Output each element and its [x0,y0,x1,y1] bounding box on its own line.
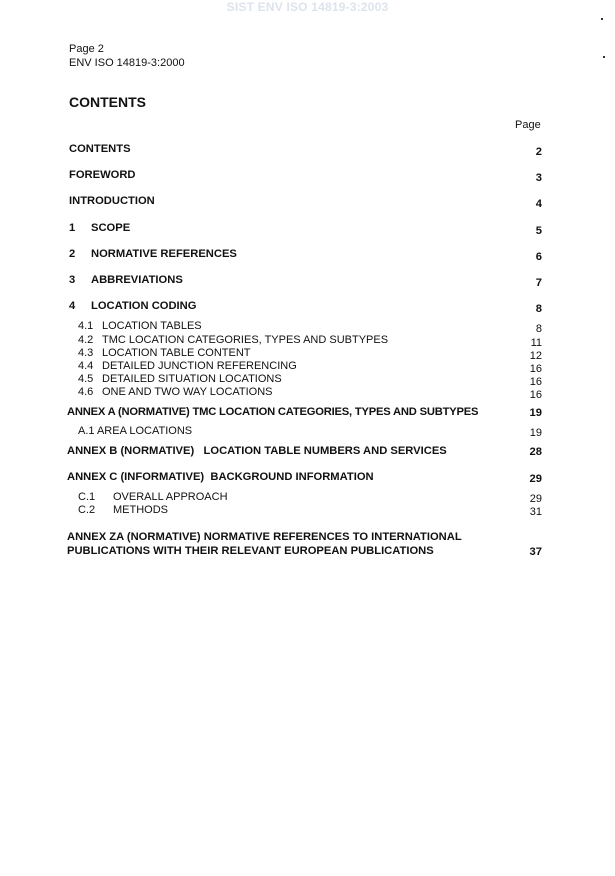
toc-entry-one-and-two-way-locations[interactable] [0,386,615,400]
toc-entry-text: TMC LOCATION CATEGORIES, TYPES AND SUBTYPES [102,334,389,346]
toc-entry-annex-b[interactable] [0,445,615,459]
toc-entry-text: DETAILED SITUATION LOCATIONS [102,373,282,385]
watermark: SIST ENV ISO 14819-3:2003 [226,0,389,14]
toc-entry-annex-a[interactable] [0,406,615,420]
toc-entry-location-coding[interactable] [0,300,615,314]
toc-entry-number: 2 [69,248,76,260]
toc-entry-page: 5 [535,225,542,237]
toc-entry-introduction[interactable] [0,195,615,209]
toc-entry-page: 16 [529,376,542,388]
toc-entry-text: A.1 AREA LOCATIONS [78,425,193,437]
doc-reference: ENV ISO 14819-3:2000 [69,57,185,69]
toc-entry-detailed-junction-referencing[interactable] [0,360,615,374]
toc-entry-page: 31 [529,506,542,518]
toc-entry-text: INTRODUCTION [69,195,155,207]
toc-entry-location-tables[interactable] [0,320,615,334]
toc-entry-page: 2 [535,146,542,158]
toc-entry-text: LOCATION TABLES [102,320,202,332]
toc-entry-number: 4.2 [78,334,94,346]
toc-entry-text-line1: ANNEX ZA (NORMATIVE) NORMATIVE REFERENCES TO INTERNATIONAL [67,531,462,543]
toc-entry-contents[interactable] [0,143,615,157]
toc-entry-page: 28 [529,446,542,458]
toc-entry-number: 4.6 [78,386,94,398]
toc-entry-page: 29 [529,493,542,505]
toc-entry-page: 3 [535,172,542,184]
toc-entry-number: C.2 [78,504,96,516]
toc-entry-number: 4.1 [78,320,94,332]
toc-entry-abbreviations[interactable] [0,274,615,288]
toc-entry-text: ANNEX A (NORMATIVE) TMC LOCATION CATEGORIES, TYPES AND SUBTYPES [67,406,479,418]
toc-entry-text: LOCATION TABLE CONTENT [102,347,251,359]
toc-entry-text: ONE AND TWO WAY LOCATIONS [102,386,273,398]
toc-entry-scope[interactable] [0,222,615,236]
toc-entry-page: 16 [529,389,542,401]
toc-entry-text-line2: PUBLICATIONS WITH THEIR RELEVANT EUROPEAN PUBLICATIONS [67,545,434,557]
toc-entry-page: 12 [529,350,542,362]
toc-entry-text: METHODS [113,504,168,516]
toc-entry-annex-c[interactable] [0,471,615,485]
toc-entry-number: 4.5 [78,373,94,385]
page-title: CONTENTS [69,94,146,110]
toc-entry-number: 4 [69,300,76,312]
scan-speck [601,18,603,20]
toc-entry-page: 37 [529,546,542,558]
toc-entry-detailed-situation-locations[interactable] [0,373,615,387]
toc-entry-page: 19 [529,407,542,419]
toc-entry-number: 4.3 [78,347,94,359]
toc-entry-methods[interactable] [0,504,615,518]
toc-entry-page: 11 [530,337,542,349]
toc-entry-page: 7 [535,277,542,289]
toc-entry-text: NORMATIVE REFERENCES [91,248,237,260]
toc-entry-text: FOREWORD [69,169,136,181]
toc-entry-page: 8 [535,323,542,335]
toc-entry-normative-references[interactable] [0,248,615,262]
toc-entry-number: 3 [69,274,76,286]
toc-entry-page: 4 [535,198,542,210]
toc-entry-area-locations[interactable] [0,425,615,439]
toc-entry-page: 16 [529,363,542,375]
toc-entry-text: DETAILED JUNCTION REFERENCING [102,360,297,372]
page-column-label: Page [515,119,541,131]
toc-entry-foreword[interactable] [0,169,615,183]
toc-entry-location-table-content[interactable] [0,347,615,361]
toc-entry-text: SCOPE [91,222,131,234]
toc-entry-overall-approach[interactable] [0,491,615,505]
toc-entry-number: 1 [69,222,76,234]
toc-entry-text: ANNEX C (INFORMATIVE) BACKGROUND INFORMATION [67,471,374,483]
toc-entry-text: ABBREVIATIONS [91,274,183,286]
scan-speck [603,56,605,58]
toc-entry-text: CONTENTS [69,143,131,155]
toc-entry-page: 6 [535,251,542,263]
toc-entry-tmc-location-categories[interactable] [0,334,615,348]
toc-entry-text: ANNEX B (NORMATIVE) LOCATION TABLE NUMBERS AND SERVICES [67,445,447,457]
toc-entry-page: 29 [529,473,542,485]
toc-entry-number: C.1 [78,491,96,503]
toc-entry-number: 4.4 [78,360,94,372]
toc-entry-text: LOCATION CODING [91,300,197,312]
page-label: Page 2 [69,43,104,55]
toc-entry-page: 19 [529,427,542,439]
toc-entry-page: 8 [535,303,542,315]
toc-entry-annex-za[interactable] [0,531,615,561]
toc-entry-text: OVERALL APPROACH [113,491,228,503]
